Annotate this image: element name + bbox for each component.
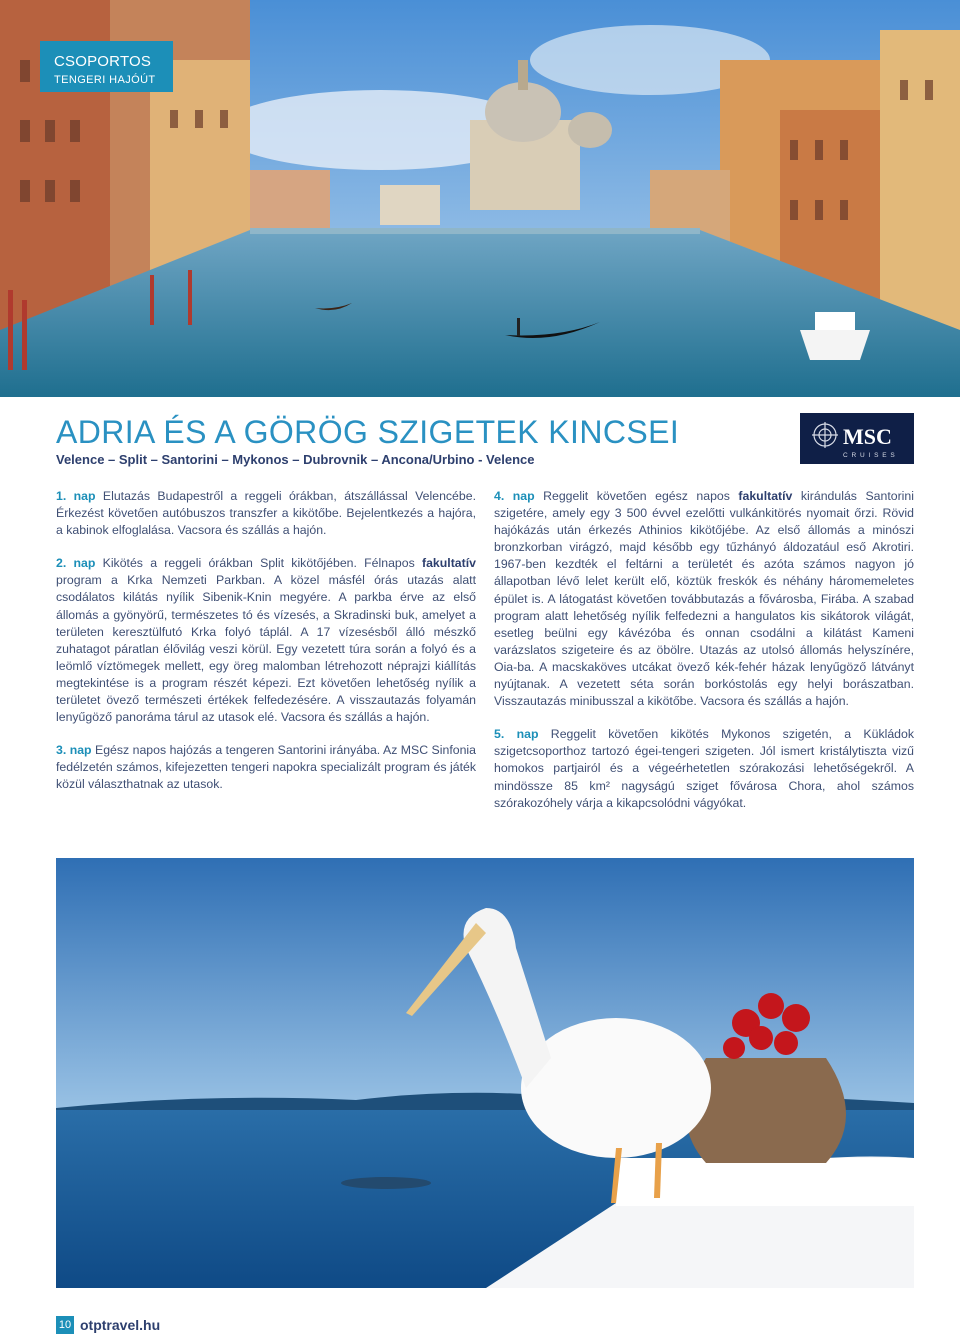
badge-line2: TENGERI HAJÓÚT: [54, 74, 156, 86]
svg-text:C R U I S E S: C R U I S E S: [843, 452, 896, 459]
page-number: 10: [56, 1316, 74, 1334]
route-subtitle: Velence – Split – Santorini – Mykonos – Dubrovnik – Ancona/Urbino - Velence: [56, 452, 535, 467]
day-label: 4. nap: [494, 489, 535, 503]
svg-text:MSC: MSC: [843, 424, 892, 449]
msc-cruises-logo: [800, 413, 914, 464]
day-3-paragraph: [56, 742, 476, 793]
day-label: 5. nap: [494, 727, 539, 742]
santorini-pelican-photo: [56, 858, 914, 1288]
day-text: Egész napos hajózás a tengeren Santorini irányába. Az MSC Sinfonia fedélzetén számos, kifejezetten tengeri napokra specializált program és játék közül választhatnak az utasok.: [56, 743, 476, 792]
day-text: Elutazás Budapestről a reggeli órákban, átszállással Velencébe. Érkezést követően autóbuszos transzfer a kikötőbe. Bejelentkezés a hajóra, a kabinok elfoglalása. Vacsora és szállás a hajón.: [56, 489, 476, 538]
day-text: Kikötés a reggeli órákban Split kikötőjében. Félnapos: [95, 556, 422, 571]
day-2-paragraph: [56, 555, 476, 726]
day-text: Reggelit követően kikötés Mykonos szigetén, a Kükládok szigetcsoporthoz tartozó égei-tengeri szigeten. Jól ismert kristálytiszta vizű homokos partjairól és a végeérhetetlen szórakozási lehetőségekről. A mindössze 85 km² nagyságú sziget fővárosa Chora, ahol számos szórakozóhely várja a kikapcsolódni vágyókat.: [494, 727, 914, 810]
day-text: program a Krka Nemzeti Parkban. A közel másfél órás utazás alatt csodálatos kilátás nyílik Sibenik-Knin megyére. A parkba érve az első állomás a gyönyörű, természetes tó és vízesés, a Skradinski buk, amelyet a területen keresztülfutó Krka folyó táplál. A 17 vízesésből álló mészkő zuhatagot páratlan élővilág veszi körül. Egy vezetett túra során a folyó és a leömlő víztömegek mellett, egy öreg malomban létrehozott néprajzi kiállítás megtekintése is a program részét képezi. Ezt követően lehetőség nyílik a területet övező természeti értékek felfedezésére. A visszautazás folyamán lenyűgöző panoráma tárul az utasok elé. Vacsora és szállás a hajón.: [56, 573, 476, 725]
day-4-paragraph: [494, 488, 914, 710]
itinerary-right-column: [494, 488, 914, 828]
badge-line1: CSOPORTOS: [54, 53, 152, 70]
group-cruise-badge: [40, 41, 173, 92]
page-title: ADRIA ÉS A GÖRÖG SZIGETEK KINCSEI: [56, 414, 680, 450]
itinerary-left-column: [56, 488, 476, 810]
day-label: 2. nap: [56, 556, 96, 571]
optional-label: fakultatív: [738, 489, 793, 503]
day-label: 3. nap: [56, 743, 92, 758]
day-text: kirándulás Santorini szigetére, amely egy 3 500 évvel ezelőtti vulkánkitörés nyomait őrzi. Rövid hajókázás után érkezés Athinios kikötőjébe. Az első állomás a minószi bronzkorban virágzó, majd később egy tűzhányó áldozatául eső Akrotiri. 1967-ben kezdték el feltárni a területét és azóta számos nagyon jó állapotban lévő lelet került elő, köztük freskók és néhány háromemeletes épület is. A látogatást követően továbbutazás a fővárosba, Firába. A szabad program alatt lehetőség nyílik felfedezni a hangulatos kis sikátorok világát, esetleg beülni egy kávézóba és onnan csodálni a kilátást Kameni varázslatos szigeteire és az öbölre. Utazás az utolsó állomás helyszínére, Oia-ba. A macskaköves utcákat övező kék-fehér házak lenyűgöző látványt nyújtanak. A vezetett séta során borkóstolás egy helyi borászatban. Visszautazás minibusszal a kikötőbe. Vacsora és szállás a hajón.: [494, 489, 914, 709]
optional-label: fakultatív: [422, 556, 476, 571]
day-text: Reggelit követően egész napos: [534, 489, 739, 503]
day-label: 1. nap: [56, 489, 96, 503]
website-link[interactable]: otptravel.hu: [80, 1317, 161, 1333]
day-1-paragraph: [56, 488, 476, 539]
day-5-paragraph: [494, 726, 914, 811]
